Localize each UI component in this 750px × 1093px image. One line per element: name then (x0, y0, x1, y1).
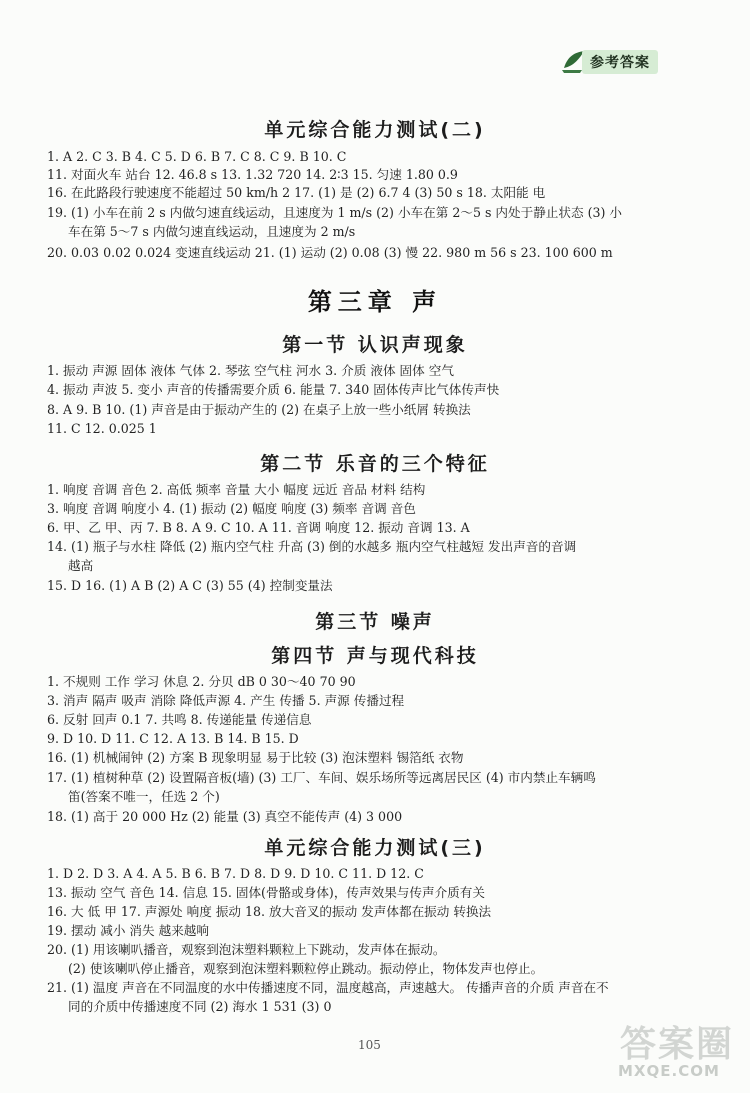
section-title: 第一节 认识声现象 (282, 334, 468, 356)
answer-line: 6. 反射 回声 0.1 7. 共鸣 8. 传递能量 传递信息 (47, 712, 312, 727)
answer-line: 17. (1) 植树种草 (2) 设置隔音板(墙) (3) 工厂、车间、娱乐场所等远离居民区 (4) 市内禁止车辆鸣 (47, 770, 596, 785)
answer-line: 16. 在此路段行驶速度不能超过 50 km/h 2 17. (1) 是 (2) 6.7 4 (3) 50 s 18. 太阳能 电 (47, 185, 546, 200)
answer-line: 13. 振动 空气 音色 14. 信息 15. 固体(骨骼或身体)，传声效果与传声介质有关 (47, 885, 485, 900)
answer-line: 4. 振动 声波 5. 变小 声音的传播需要介质 6. 能量 7. 340 固体传声比气体传声快 (47, 382, 500, 397)
page-number: 105 (358, 1038, 381, 1052)
answer-line: 18. (1) 高于 20 000 Hz (2) 能量 (3) 真空不能传声 (4) 3 000 (47, 809, 403, 824)
answer-line: 11. 对面火车 站台 12. 46.8 s 13. 1.32 720 14. 2∶3 15. 匀速 1.80 0.9 (47, 167, 458, 182)
answer-line: 9. D 10. D 11. C 12. A 13. B 14. B 15. D (47, 731, 299, 746)
answer-line: 11. C 12. 0.025 1 (47, 421, 157, 436)
answer-line: 8. A 9. B 10. (1) 声音是由于振动产生的 (2) 在桌子上放一些小纸屑 转换法 (47, 402, 471, 417)
section-title: 第三节 噪声 (315, 611, 435, 633)
answer-line: 20. (1) 用该喇叭播音，观察到泡沫塑料颗粒上下跳动，发声体在振动。 (47, 942, 446, 957)
answer-line: 3. 消声 隔声 吸声 消除 降低声源 4. 产生 传播 5. 声源 传播过程 (47, 693, 405, 708)
section-title: 单元综合能力测试(二) (264, 119, 486, 141)
watermark-url: MXQE.COM (618, 1062, 720, 1080)
answer-line: 19. 摆动 减小 消失 越来越响 (47, 923, 209, 938)
answer-line: 1. 不规则 工作 学习 休息 2. 分贝 dB 0 30～40 70 90 (47, 674, 356, 689)
answer-line: 1. A 2. C 3. B 4. C 5. D 6. B 7. C 8. C 9. B 10. C (47, 149, 347, 164)
answer-line: 15. D 16. (1) A B (2) A C (3) 55 (4) 控制变量法 (47, 578, 333, 593)
answer-key-badge (560, 48, 672, 74)
chapter-title: 第三章 声 (307, 288, 443, 316)
section-title: 单元综合能力测试(三) (264, 837, 486, 859)
answer-line: 3. 响度 音调 响度小 4. (1) 振动 (2) 幅度 响度 (3) 频率 音调 音色 (47, 501, 416, 516)
answer-line: 1. 响度 音调 音色 2. 高低 频率 音量 大小 幅度 远近 音品 材料 结构 (47, 482, 426, 497)
section-title: 第二节 乐音的三个特征 (260, 453, 490, 475)
answer-line: 同的介质中传播速度不同 (2) 海水 1 531 (3) 0 (68, 999, 332, 1014)
answer-line: 越高 (68, 558, 94, 573)
answer-line: 笛(答案不唯一，任选 2 个) (68, 789, 220, 804)
answer-line: 21. (1) 温度 声音在不同温度的水中传播速度不同，温度越高，声速越大。 传播声音的介质 声音在不 (47, 980, 609, 995)
answer-line: 1. D 2. D 3. A 4. A 5. B 6. B 7. D 8. D 9. D 10. C 11. D 12. C (47, 866, 424, 881)
answer-line: 19. (1) 小车在前 2 s 内做匀速直线运动，且速度为 1 m/s (2) 小车在第 2～5 s 内处于静止状态 (3) 小 (47, 205, 623, 220)
answer-line: 16. (1) 机械闹钟 (2) 方案 B 现象明显 易于比较 (3) 泡沫塑料 锡箔纸 衣物 (47, 750, 464, 765)
answer-line: (2) 使该喇叭停止播音，观察到泡沫塑料颗粒停止跳动。振动停止，物体发声也停止。 (68, 961, 544, 976)
watermark-logo: 答案圈 (620, 1024, 735, 1065)
answer-line: 车在第 5～7 s 内做匀速直线运动，且速度为 2 m/s (68, 224, 356, 239)
answer-line: 1. 振动 声源 固体 液体 气体 2. 琴弦 空气柱 河水 3. 介质 液体 固体 空气 (47, 363, 454, 378)
answer-line: 16. 大 低 甲 17. 声源处 响度 振动 18. 放大音叉的振动 发声体都在振动 转换法 (47, 904, 492, 919)
section-title: 第四节 声与现代科技 (271, 645, 479, 667)
badge-label: 参考答案 (582, 50, 658, 74)
answer-line: 14. (1) 瓶子与水柱 降低 (2) 瓶内空气柱 升高 (3) 倒的水越多 瓶内空气柱越短 发出声音的音调 (47, 539, 577, 554)
answer-line: 20. 0.03 0.02 0.024 变速直线运动 21. (1) 运动 (2) 0.08 (3) 慢 22. 980 m 56 s 23. 100 600 m (47, 245, 613, 260)
answer-line: 6. 甲、乙 甲、丙 7. B 8. A 9. C 10. A 11. 音调 响度 12. 振动 音调 13. A (47, 520, 470, 535)
